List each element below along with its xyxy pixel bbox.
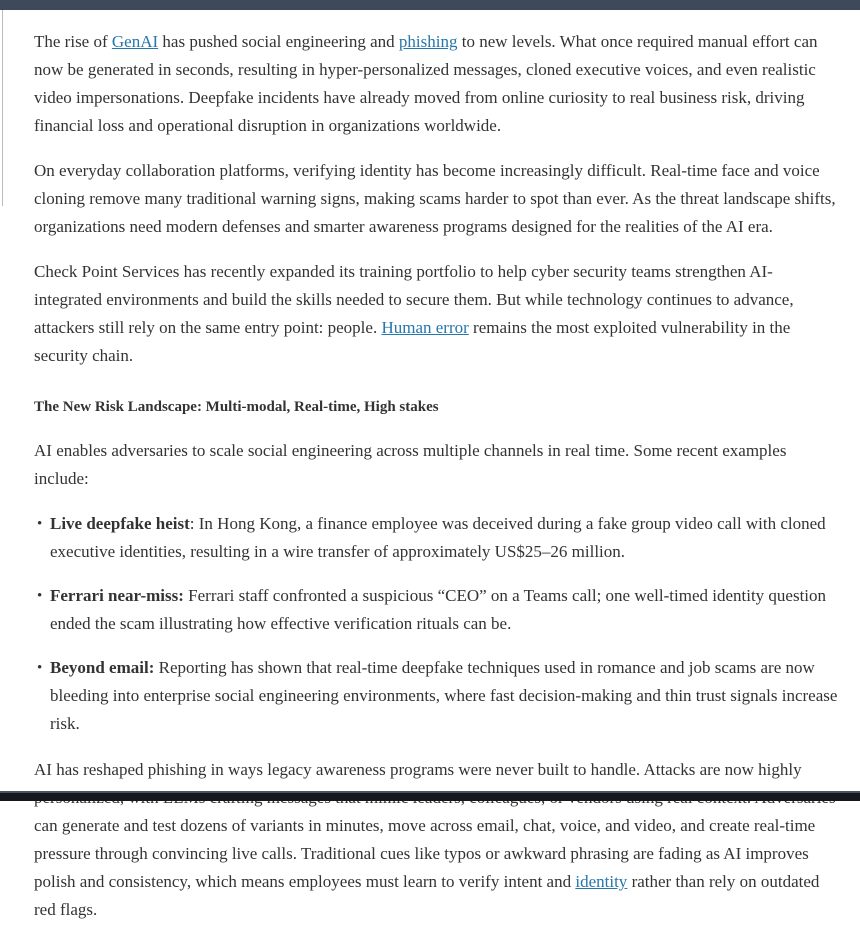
browser-bottom-bar [0,791,860,801]
bullet-icon: • [37,510,42,538]
text-run: to new levels. What once required manual effort can now be generated in seconds, resulting in hyper-personalized messages, cloned executive voices, and even realistic video impersonations. Deepfake incidents have already moved from online curiosity to real business risk, driving financial loss and operational disruption in organizations worldwide. [34,32,818,135]
paragraph-collaboration [34,157,838,241]
left-edge-divider [2,10,3,206]
text-run: AI enables adversaries to scale social engineering across multiple channels in real time. Some recent examples include: [34,441,786,488]
link-phishing[interactable]: phishing [399,32,458,51]
link-identity[interactable]: identity [575,872,627,891]
text-run: : In Hong Kong, a finance employee was deceived during a fake group video call with cloned executive identities, resulting in a wire transfer of approximately US$25–26 million. [50,514,826,561]
paragraph-genai-rise [34,28,838,140]
bullet-lead: Ferrari near-miss: [50,586,184,605]
article-content [0,10,860,941]
text-run: has pushed social engineering and [158,32,399,51]
text-run: rather than rely on outdated red flags. [34,872,819,919]
text-run: Ferrari staff confronted a suspicious “CEO” on a Teams call; one well-timed identity question ended the scam illustrating how effective verification rituals can be. [50,586,826,633]
bullet-icon: • [37,654,42,682]
bullet-icon: • [37,582,42,610]
examples-list [34,510,838,738]
paragraph-checkpoint [34,258,838,370]
list-item-ferrari [34,582,838,638]
link-genai[interactable]: GenAI [112,32,158,51]
section-heading-risk-landscape: The New Risk Landscape: Multi-modal, Real-time, High stakes [34,397,838,417]
bullet-lead: Live deepfake heist [50,514,190,533]
paragraph-examples-intro [34,437,838,493]
text-run: Reporting has shown that real-time deepfake techniques used in romance and job scams are now bleeding into enterprise social engineering environments, where fast decision-making and thin trust signals increase risk. [50,658,837,733]
list-item-deepfake-heist [34,510,838,566]
text-run: Check Point Services has recently expanded its training portfolio to help cyber security teams strengthen AI-integrated environments and build the skills needed to secure them. But while technology continues to advance, attackers still rely on the same entry point: people. [34,262,794,337]
paragraph-reshaped-phishing [34,756,838,924]
text-run: The rise of [34,32,112,51]
text-run: On everyday collaboration platforms, verifying identity has become increasingly difficult. Real-time face and voice cloning remove many traditional warning signs, making scams harder to spot than ever. As the threat landscape shifts, organizations need modern defenses and smarter awareness programs designed for the realities of the AI era. [34,161,836,236]
link-human-error[interactable]: Human error [381,318,468,337]
text-run: AI has reshaped phishing in ways legacy awareness programs were never built to handle. Attacks are now highly personalized, with LLMs crafting messages that mimic leaders, colleagues, or vendors using real context. Adversaries can generate and test dozens of variants in minutes, move across email, chat, voice, and video, and create real-time pressure through convincing live calls. Traditional cues like typos or awkward phrasing are fading as AI improves polish and consistency, which means employees must learn to verify intent and [34,760,836,891]
browser-top-bar [0,0,860,10]
text-run: remains the most exploited vulnerability in the security chain. [34,318,790,365]
bullet-lead: Beyond email: [50,658,154,677]
list-item-beyond-email [34,654,838,738]
